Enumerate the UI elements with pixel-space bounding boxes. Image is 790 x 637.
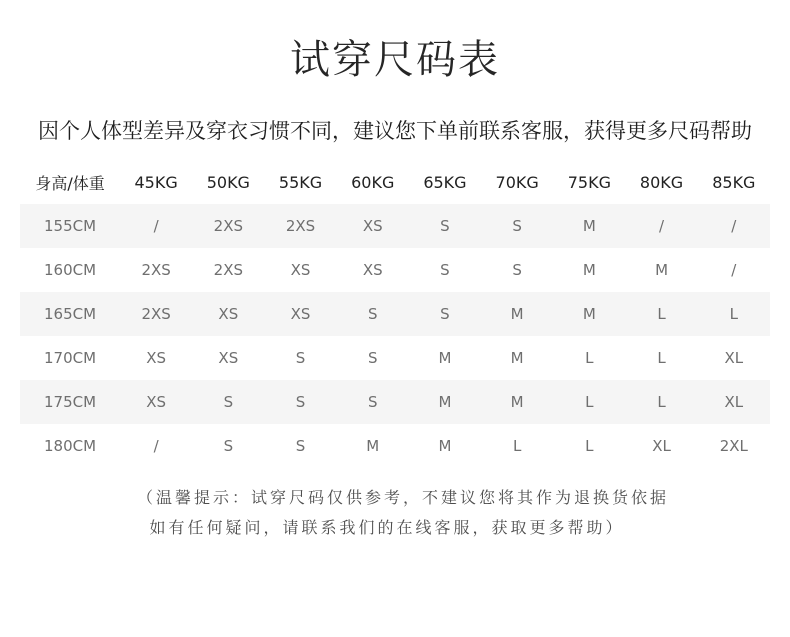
size-cell: XS (192, 292, 264, 336)
size-cell: 2XS (120, 292, 192, 336)
table-row (20, 380, 770, 424)
size-cell: M (582, 261, 596, 279)
size-cell: / (153, 437, 159, 455)
size-cell: L (553, 380, 625, 424)
header-height-weight: 身高/体重 (35, 173, 105, 193)
size-cell: S (295, 349, 306, 367)
size-cell: XS (146, 349, 167, 367)
size-cell: S (481, 204, 553, 248)
size-cell: M (409, 380, 481, 424)
size-cell: S (192, 380, 264, 424)
header-weight: 75KG (567, 172, 611, 192)
header-row (20, 160, 770, 204)
row-height-label: 175CM (20, 380, 120, 424)
size-cell: M (553, 292, 625, 336)
size-cell: XS (337, 204, 409, 248)
size-cell: S (295, 437, 306, 455)
table-row (20, 336, 770, 380)
row-height-label: 155CM (20, 204, 120, 248)
size-cell: M (438, 437, 452, 455)
size-cell: S (512, 261, 522, 279)
size-cell: S (367, 349, 378, 367)
size-cell: L (625, 292, 697, 336)
size-cell: S (409, 204, 481, 248)
size-cell: M (438, 349, 452, 367)
header-weight: 65KG (423, 172, 467, 192)
header-weight: 45KG (134, 172, 178, 192)
row-height-label: 160CM (43, 261, 97, 279)
size-cell: XL (724, 349, 744, 367)
size-cell: S (337, 380, 409, 424)
table-row (20, 424, 770, 468)
size-cell: L (698, 292, 770, 336)
header-weight: 50KG (206, 172, 250, 192)
size-cell: M (366, 437, 380, 455)
size-cell: M (481, 380, 553, 424)
size-cell: / (120, 204, 192, 248)
size-cell: L (625, 380, 697, 424)
page-title: 试穿尺码表 (290, 37, 500, 83)
size-chart-header (20, 160, 770, 204)
table-row (20, 204, 770, 248)
size-cell: / (698, 204, 770, 248)
size-cell: XS (290, 261, 311, 279)
size-cell: 2XS (192, 204, 264, 248)
size-cell: XL (652, 437, 671, 455)
size-cell: S (440, 261, 450, 279)
size-cell: 2XS (264, 204, 336, 248)
header-weight: 80KG (639, 172, 684, 192)
size-cell: XS (264, 292, 336, 336)
size-cell: XS (362, 261, 383, 279)
size-cell: XS (218, 349, 239, 367)
size-cell: XS (120, 380, 192, 424)
header-weight: 55KG (278, 172, 323, 192)
size-chart-table (20, 160, 770, 468)
page-subtitle: 因个人体型差异及穿衣习惯不同，建议您下单前联系客服，获得更多尺码帮助 (38, 119, 752, 143)
size-cell: L (657, 349, 666, 367)
header-weight: 85KG (712, 172, 756, 192)
size-cell: L (585, 437, 594, 455)
header-weight: 70KG (495, 172, 539, 192)
size-cell: S (409, 292, 481, 336)
size-cell: L (512, 437, 522, 455)
size-cell: / (731, 261, 737, 279)
size-cell: M (510, 349, 524, 367)
size-cell: XL (698, 380, 770, 424)
size-cell: 2XS (213, 261, 243, 279)
header-weight: 60KG (351, 172, 395, 192)
row-height-label: 170CM (43, 349, 97, 367)
size-cell: S (223, 437, 234, 455)
size-chart-body (20, 204, 770, 468)
table-row (20, 248, 770, 292)
row-height-label: 180CM (43, 437, 97, 455)
size-cell: M (655, 261, 669, 279)
tip-line-2: 如有任何疑问，请联系我们的在线客服，获取更多帮助） (149, 518, 625, 537)
size-cell: M (553, 204, 625, 248)
tip-line-1: （温馨提示：试穿尺码仅供参考，不建议您将其作为退换货依据 (136, 488, 669, 507)
size-cell: 2XL (719, 437, 748, 455)
row-height-label: 165CM (20, 292, 120, 336)
size-cell: L (585, 349, 594, 367)
size-cell: M (481, 292, 553, 336)
table-row (20, 292, 770, 336)
size-cell: S (264, 380, 336, 424)
size-cell: S (337, 292, 409, 336)
size-cell: / (625, 204, 697, 248)
size-cell: 2XS (141, 261, 171, 279)
